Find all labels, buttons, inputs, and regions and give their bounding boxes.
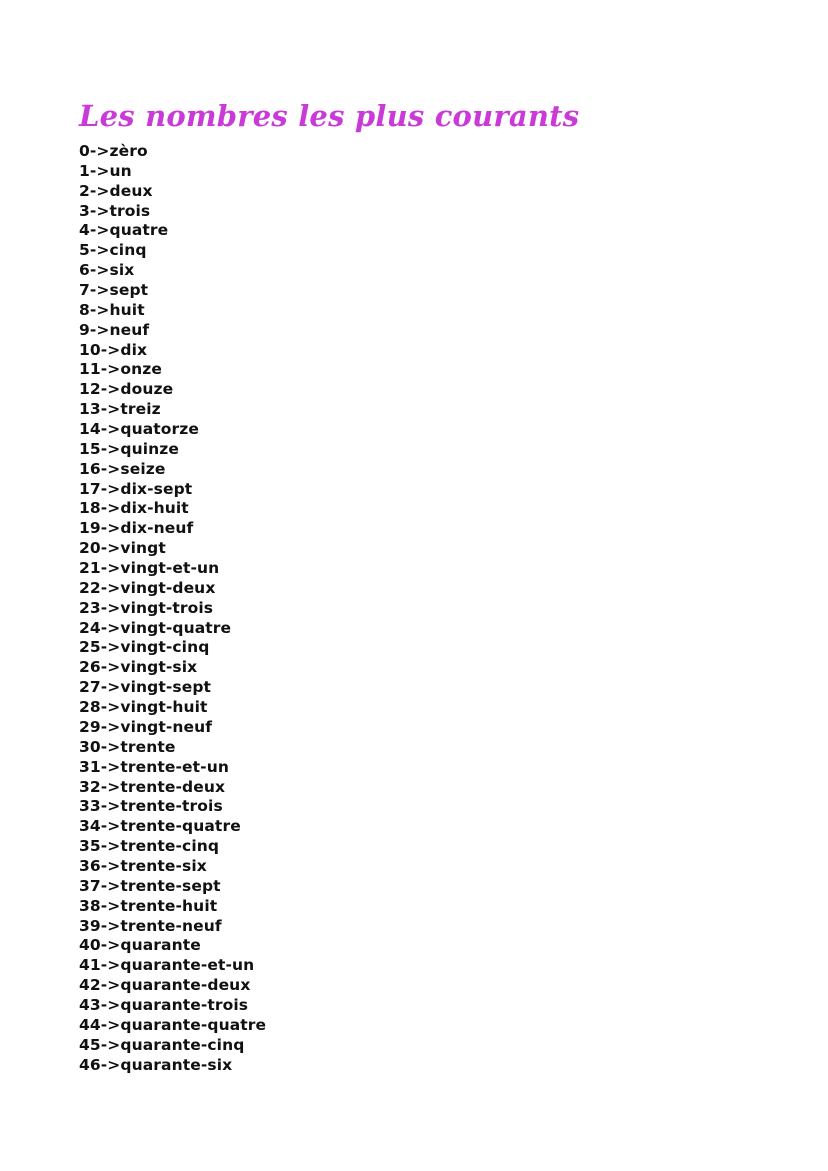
number-entry: 15->quinze bbox=[79, 439, 180, 458]
number-entry: 41->quarante-et-un bbox=[79, 956, 255, 975]
number-entry: 13->treiz bbox=[79, 400, 161, 419]
number-entry: 1->un bbox=[79, 161, 132, 180]
number-entry: 26->vingt-six bbox=[79, 658, 198, 677]
number-entry: 46->quarante-six bbox=[79, 1055, 233, 1074]
number-entry: 14->quatorze bbox=[79, 420, 200, 439]
number-list bbox=[79, 142, 266, 1075]
number-entry: 0->zèro bbox=[79, 142, 148, 160]
number-entry: 33->trente-trois bbox=[79, 797, 223, 816]
number-entry: 36->trente-six bbox=[79, 856, 207, 875]
number-entry: 7->sept bbox=[79, 281, 149, 300]
number-entry: 39->trente-neuf bbox=[79, 916, 222, 935]
number-entry: 32->trente-deux bbox=[79, 777, 226, 796]
number-entry: 16->seize bbox=[79, 459, 166, 478]
number-entry: 2->deux bbox=[79, 181, 153, 200]
number-entry: 6->six bbox=[79, 261, 135, 280]
number-entry: 42->quarante-deux bbox=[79, 976, 251, 995]
number-entry: 37->trente-sept bbox=[79, 876, 221, 895]
number-entry: 24->vingt-quatre bbox=[79, 618, 232, 637]
number-entry: 34->trente-quatre bbox=[79, 817, 241, 836]
number-entry: 11->onze bbox=[79, 360, 163, 379]
number-entry: 12->douze bbox=[79, 380, 174, 399]
number-entry: 31->trente-et-un bbox=[79, 757, 229, 776]
page-title: Les nombres les plus courants bbox=[79, 99, 580, 133]
number-entry: 10->dix bbox=[79, 340, 148, 359]
number-entry: 17->dix-sept bbox=[79, 479, 193, 498]
number-entry: 27->vingt-sept bbox=[79, 678, 212, 697]
number-entry: 22->vingt-deux bbox=[79, 578, 216, 597]
number-entry: 20->vingt bbox=[79, 539, 166, 558]
number-entry: 29->vingt-neuf bbox=[79, 717, 213, 736]
number-entry: 45->quarante-cinq bbox=[79, 1035, 245, 1054]
number-entry: 40->quarante bbox=[79, 936, 201, 955]
number-entry: 35->trente-cinq bbox=[79, 837, 220, 856]
number-entry: 3->trois bbox=[79, 201, 151, 220]
number-entry: 43->quarante-trois bbox=[79, 995, 249, 1014]
number-entry: 9->neuf bbox=[79, 320, 150, 339]
number-entry: 44->quarante-quatre bbox=[79, 1015, 267, 1034]
number-entry: 18->dix-huit bbox=[79, 499, 189, 518]
number-entry: 28->vingt-huit bbox=[79, 698, 208, 717]
number-entry: 23->vingt-trois bbox=[79, 598, 214, 617]
number-entry: 8->huit bbox=[79, 300, 145, 319]
number-entry: 4->quatre bbox=[79, 221, 169, 240]
number-entry: 5->cinq bbox=[79, 241, 147, 260]
number-entry: 21->vingt-et-un bbox=[79, 559, 220, 578]
number-entry: 19->dix-neuf bbox=[79, 519, 194, 538]
number-entry: 25->vingt-cinq bbox=[79, 638, 210, 657]
number-entry: 38->trente-huit bbox=[79, 896, 218, 915]
number-entry: 30->trente bbox=[79, 737, 176, 756]
